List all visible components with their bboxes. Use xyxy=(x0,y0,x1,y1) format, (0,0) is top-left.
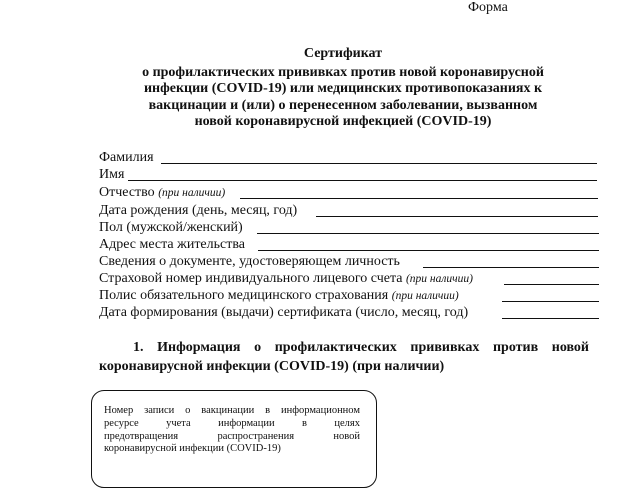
box-line-4: коронавирусной инфекции (COVID-19) xyxy=(104,443,281,455)
field-label: Имя xyxy=(99,167,125,182)
title-line-2: о профилактических прививках против новой коронавирусной xyxy=(142,64,544,80)
field-snils xyxy=(99,271,473,287)
field-surname xyxy=(99,150,154,166)
field-patronymic xyxy=(99,185,225,201)
field-address-line[interactable] xyxy=(258,250,599,251)
field-label: Дата формирования (выдачи) сертификата (число, месяц, год) xyxy=(99,305,469,320)
title-line-1: Сертификат xyxy=(303,46,383,61)
box-line-3: предотвращения распространения новой xyxy=(104,430,360,442)
certificate-title xyxy=(100,46,586,131)
field-oms-policy-line[interactable] xyxy=(502,301,599,302)
vaccination-record-text xyxy=(104,405,360,456)
field-note: (при наличии) xyxy=(158,187,226,199)
field-gender-line[interactable] xyxy=(257,233,599,234)
section-1-heading xyxy=(99,338,589,376)
field-issue-date-line[interactable] xyxy=(502,318,599,319)
box-line-2: ресурсе учета информации в целях xyxy=(104,417,360,429)
field-address xyxy=(99,237,245,253)
field-surname-line[interactable] xyxy=(161,163,597,164)
field-label: Дата рождения (день, месяц, год) xyxy=(99,203,298,218)
field-label: Пол (мужской/женский) xyxy=(99,220,243,235)
field-identity-document-line[interactable] xyxy=(423,267,599,268)
field-label: Отчество xyxy=(99,185,155,200)
field-birthdate-line[interactable] xyxy=(316,216,598,217)
field-name-line[interactable] xyxy=(128,180,597,181)
field-label: Адрес места жительства xyxy=(99,237,245,252)
field-issue-date xyxy=(99,305,468,321)
box-line-1: Номер записи о вакцинации в информационном xyxy=(104,405,360,416)
field-snils-line[interactable] xyxy=(504,284,599,285)
field-note: (при наличии) xyxy=(391,290,459,302)
field-label: Сведения о документе, удостоверяющем личность xyxy=(99,254,400,269)
field-patronymic-line[interactable] xyxy=(240,198,598,199)
field-label: Страховой номер индивидуального лицевого счета xyxy=(99,271,403,286)
field-name xyxy=(99,167,124,183)
field-note: (при наличии) xyxy=(405,273,473,285)
field-label: Фамилия xyxy=(99,150,154,165)
title-line-3: инфекции (COVID-19) или медицинских противопоказаниях к xyxy=(143,81,543,97)
field-label: Полис обязательного медицинского страхования xyxy=(99,288,389,303)
section-1-line-2: коронавирусной инфекции (COVID-19) (при наличии) xyxy=(99,359,445,374)
field-gender xyxy=(99,220,243,236)
section-1-line-1: 1. Информация о профилактических прививках против новой xyxy=(133,340,589,355)
field-oms-policy xyxy=(99,288,459,304)
field-birthdate xyxy=(99,203,297,219)
field-identity-document xyxy=(99,254,400,270)
title-line-5: новой коронавирусной инфекцией (COVID-19) xyxy=(194,114,492,130)
form-label: Форма xyxy=(468,0,508,15)
title-line-4: вакцинации и (или) о перенесенном заболевании, вызванном xyxy=(148,97,538,113)
